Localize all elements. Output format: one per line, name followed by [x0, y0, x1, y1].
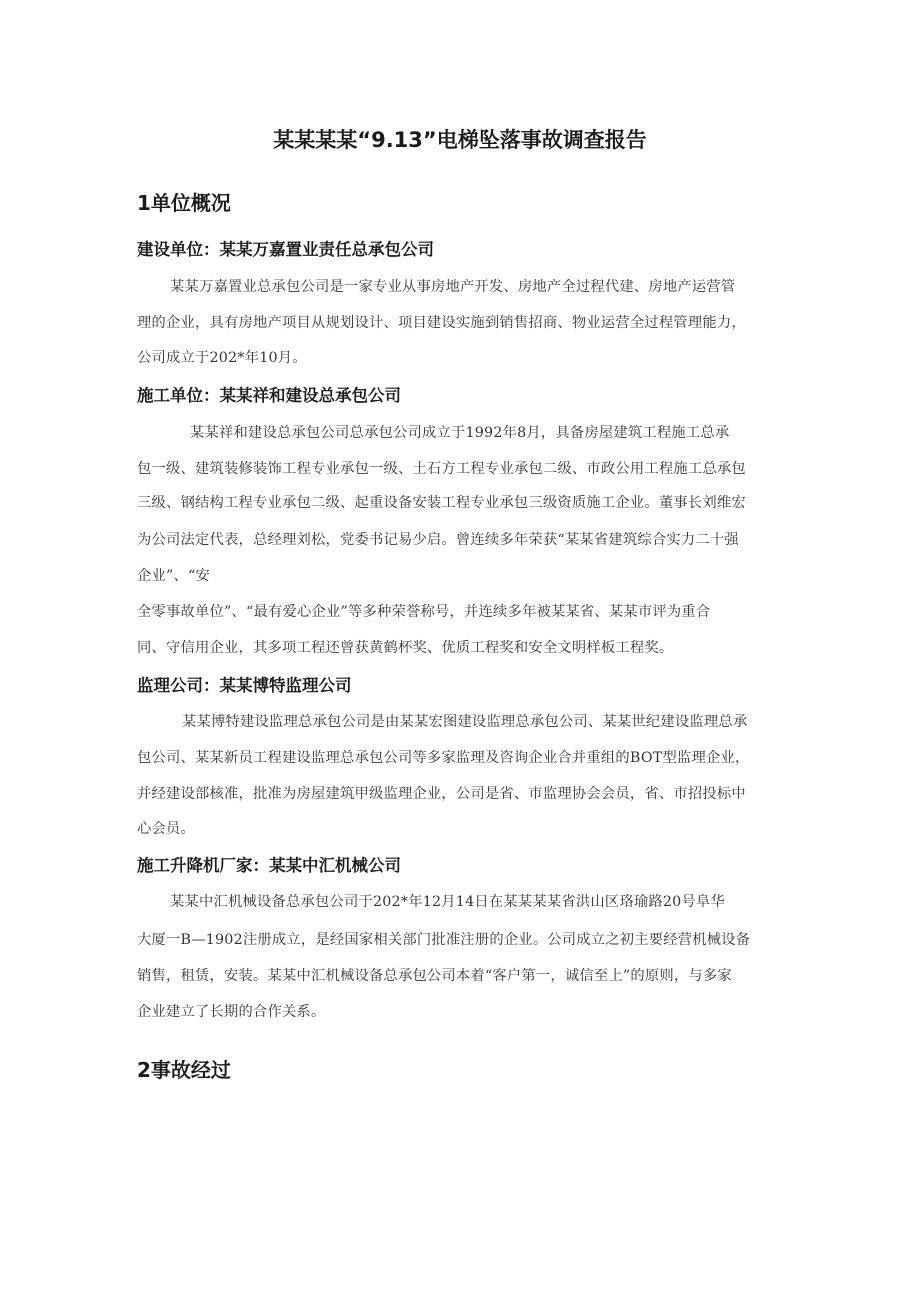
paragraph-line: 为公司法定代表，总经理刘松，党委书记易少启。曾连续多年荣获“某某省建筑综合实力二十强 [137, 532, 739, 548]
manufacturer-heading: 施工升降机厂家：某某中汇机械公司 [137, 856, 401, 875]
paragraph-line: 某某博特建设监理总承包公司是由某某宏图建设监理总承包公司、某某世纪建设监理总承 [182, 714, 748, 730]
paragraph-line: 公司成立于202*年10月。 [137, 350, 307, 366]
paragraph-line: 企业建立了长期的合作关系。 [137, 1004, 326, 1020]
section-2-heading: 2事故经过 [137, 1058, 231, 1082]
construction-unit-heading: 建设单位：某某万嘉置业责任总承包公司 [137, 240, 434, 259]
paragraph-line: 销售，租赁，安装。某某中汇机械设备总承包公司本着“客户第一，诚信至上”的原则，与多家 [137, 968, 732, 984]
paragraph-line: 全零事故单位”、“最有爱心企业”等多种荣誉称号，并连续多年被某某省、某某市评为重合 [137, 604, 711, 620]
paragraph-line: 包一级、建筑装修装饰工程专业承包一级、土石方工程专业承包二级、市政公用工程施工总承包 [137, 461, 746, 477]
paragraph-line: 心会员。 [137, 821, 195, 837]
supervisor-heading: 监理公司：某某博特监理公司 [137, 676, 352, 695]
contractor-heading: 施工单位：某某祥和建设总承包公司 [137, 386, 401, 405]
paragraph-line: 某某万嘉置业总承包公司是一家专业从事房地产开发、房地产全过程代建、房地产运营管 [170, 279, 736, 295]
paragraph-line: 理的企业，具有房地产项目从规划设计、项目建设实施到销售招商、物业运营全过程管理能力， [137, 315, 746, 331]
paragraph-line: 大厦一B—1902注册成立，是经国家相关部门批准注册的企业。公司成立之初主要经营机械设备 [137, 932, 751, 948]
paragraph-line: 某某中汇机械设备总承包公司于202*年12月14日在某某某某省洪山区珞瑜路20号阜华 [170, 894, 725, 910]
report-title: 某某某某“9.13”电梯坠落事故调查报告 [273, 128, 647, 152]
paragraph-line: 某某祥和建设总承包公司总承包公司成立于1992年8月，具备房屋建筑工程施工总承 [190, 425, 730, 441]
paragraph-line: 并经建设部核准，批准为房屋建筑甲级监理企业，公司是省、市监理协会会员，省、市招投标中 [137, 786, 746, 802]
paragraph-line: 三级、钢结构工程专业承包二级、起重设备安装工程专业承包三级资质施工企业。董事长刘维宏 [137, 495, 746, 511]
paragraph-line: 包公司、某某新员工程建设监理总承包公司等多家监理及咨询企业合并重组的BOT型监理企业， [137, 750, 750, 766]
section-1-heading: 1单位概况 [137, 191, 231, 215]
paragraph-line: 同、守信用企业，其多项工程还曾获黄鹤杯奖、优质工程奖和安全文明样板工程奖。 [137, 640, 674, 656]
paragraph-line: 企业”、“安 [137, 568, 211, 584]
